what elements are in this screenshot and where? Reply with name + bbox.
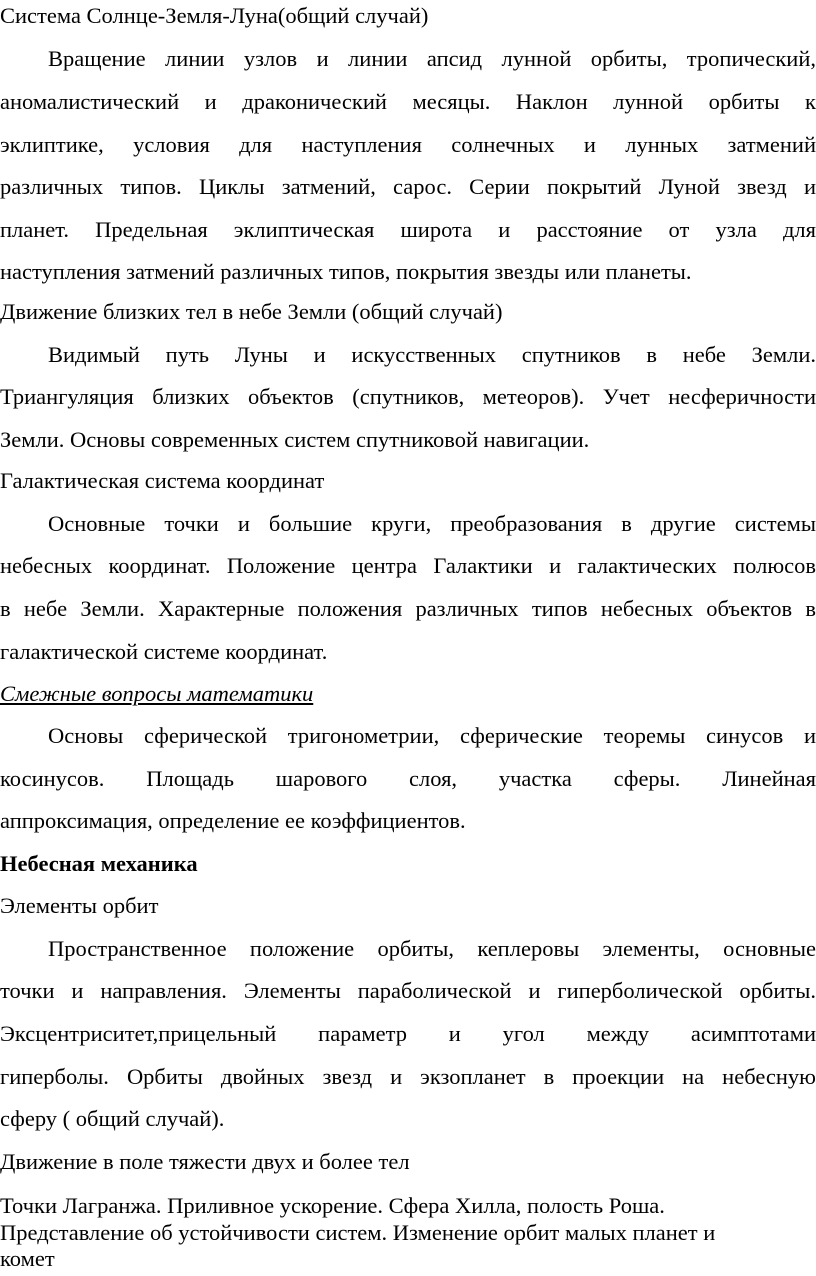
paragraph-line: небесных координат. Положение центра Галактики и галактических полюсов bbox=[0, 553, 816, 578]
paragraph-line: в небе Земли. Характерные положения различных типов небесных объектов в bbox=[0, 596, 816, 621]
paragraph-line: гиперболы. Орбиты двойных звезд и экзопланет в проекции на небесную bbox=[0, 1064, 816, 1089]
paragraph-line: Основные точки и большие круги, преобразования в другие системы bbox=[48, 511, 816, 536]
paragraph-line: комет bbox=[0, 1246, 55, 1271]
paragraph-line: наступления затмений различных типов, покрытия звезды или планеты. bbox=[0, 259, 692, 284]
section-heading: Движение близких тел в небе Земли (общий случай) bbox=[0, 299, 503, 324]
paragraph-line: точки и направления. Элементы параболической и гиперболической орбиты. bbox=[0, 978, 816, 1003]
paragraph-line: галактической системе координат. bbox=[0, 639, 328, 664]
paragraph-line: косинусов. Площадь шарового слоя, участка сферы. Линейная bbox=[0, 766, 816, 791]
paragraph-line: сферу ( общий случай). bbox=[0, 1106, 225, 1131]
section-heading: Движение в поле тяжести двух и более тел bbox=[0, 1149, 410, 1174]
paragraph-line: эклиптике, условия для наступления солнечных и лунных затмений bbox=[0, 132, 816, 157]
paragraph-line: Представление об устойчивости систем. Изменение орбит малых планет и bbox=[0, 1220, 716, 1245]
paragraph-line: Видимый путь Луны и искусственных спутников в небе Земли. bbox=[48, 342, 816, 367]
paragraph-line: Эксцентриситет,прицельный параметр и угол между асимптотами bbox=[0, 1021, 816, 1046]
paragraph-line: различных типов. Циклы затмений, сарос. Серии покрытий Луной звезд и bbox=[0, 174, 816, 199]
paragraph-line: Земли. Основы современных систем спутниковой навигации. bbox=[0, 427, 590, 452]
paragraph-line: планет. Предельная эклиптическая широта и расстояние от узла для bbox=[0, 217, 816, 242]
section-heading: Система Солнце-Земля-Луна(общий случай) bbox=[0, 3, 429, 28]
paragraph-line: аномалистический и драконический месяцы. Наклон лунной орбиты к bbox=[0, 89, 816, 114]
paragraph-line: Точки Лагранжа. Приливное ускорение. Сфера Хилла, полость Роша. bbox=[0, 1193, 665, 1218]
section-heading-bold: Небесная механика bbox=[0, 851, 198, 876]
paragraph-line: Пространственное положение орбиты, кеплеровы элементы, основные bbox=[48, 936, 816, 961]
section-heading-italic: Смежные вопросы математики bbox=[0, 681, 314, 706]
section-heading: Элементы орбит bbox=[0, 893, 159, 918]
paragraph-line: Вращение линии узлов и линии апсид лунной орбиты, тропический, bbox=[48, 46, 816, 71]
section-heading: Галактическая система координат bbox=[0, 468, 325, 493]
paragraph-line: аппроксимация, определение ее коэффициентов. bbox=[0, 808, 466, 833]
paragraph-line: Триангуляция близких объектов (спутников, метеоров). Учет несферичности bbox=[0, 384, 816, 409]
paragraph-line: Основы сферической тригонометрии, сферические теоремы синусов и bbox=[48, 723, 816, 748]
